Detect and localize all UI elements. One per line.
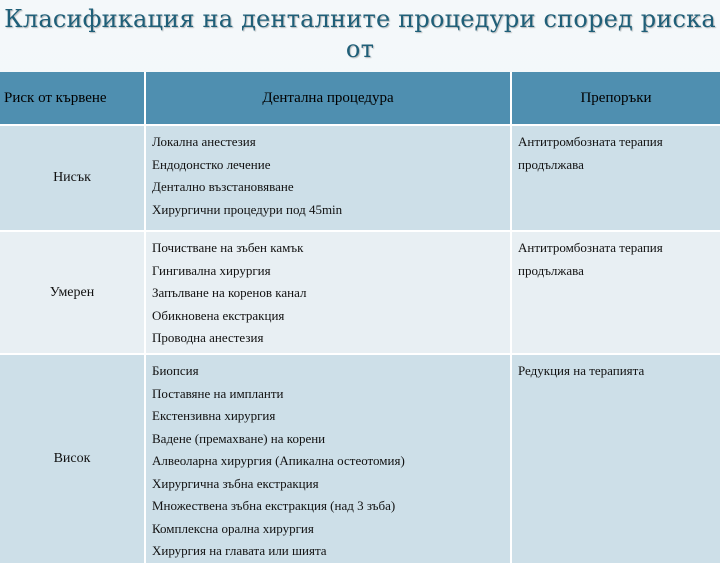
header-procedure: Дентална процедура	[145, 72, 511, 125]
procedure-item: Хирургични процедури под 45min	[152, 201, 343, 217]
recommendation-high	[511, 354, 720, 563]
procedure-list-moderate	[145, 231, 511, 354]
recommendation-line: продължава	[518, 156, 584, 172]
procedure-item: Дентално възстановяване	[152, 179, 294, 194]
procedure-item: Проводна анестезия	[152, 330, 264, 345]
table-header-row	[0, 72, 720, 125]
risk-level-moderate: Умерен	[0, 231, 145, 354]
procedure-item: Поставяне на импланти	[152, 385, 284, 401]
risk-level-low: Нисък	[0, 125, 145, 231]
header-recommendations: Препоръки	[511, 72, 720, 125]
table-row-moderate-risk	[0, 231, 720, 354]
procedure-item: Почистване на зъбен камък	[152, 240, 304, 255]
header-risk: Риск от кървене	[0, 72, 145, 125]
procedure-list-high	[145, 354, 511, 563]
procedure-item: Обикновена екстракция	[152, 307, 285, 323]
procedure-list-low	[145, 125, 511, 231]
procedure-item: Екстензивна хирургия	[152, 408, 276, 423]
procedure-item: Хирургична зъбна екстракция	[152, 475, 319, 491]
procedure-item: Локална анестезия	[152, 134, 256, 149]
procedure-item: Запълване на коренов канал	[152, 285, 307, 300]
table-row-low-risk	[0, 125, 720, 231]
recommendation-line: Антитромбозната терапия	[518, 240, 663, 255]
procedure-item: Вадене (премахване) на корени	[152, 430, 326, 446]
recommendation-line: Редукция на терапията	[518, 363, 645, 378]
recommendation-moderate	[511, 231, 720, 354]
procedure-item: Биопсия	[152, 363, 199, 378]
title-line-1: Класификация на денталните процедури според риска от	[4, 5, 716, 63]
procedure-item: Хирургия на главата или шията	[152, 543, 327, 558]
procedure-item: Множествена зъбна екстракция (над 3 зъба)	[152, 498, 396, 513]
procedure-item: Алвеоларна хирургия (Апикална остеотомия)	[152, 453, 405, 468]
risk-level-high: Висок	[0, 354, 145, 563]
risk-classification-table	[0, 72, 720, 563]
recommendation-line: Антитромбозната терапия	[518, 134, 663, 149]
procedure-item: Ендодонстко лечение	[152, 156, 271, 172]
recommendation-line: продължава	[518, 262, 584, 278]
recommendation-low	[511, 125, 720, 231]
procedure-item: Комплексна орална хирургия	[152, 520, 314, 536]
table-row-high-risk	[0, 354, 720, 563]
procedure-item: Гингивална хирургия	[152, 262, 271, 278]
